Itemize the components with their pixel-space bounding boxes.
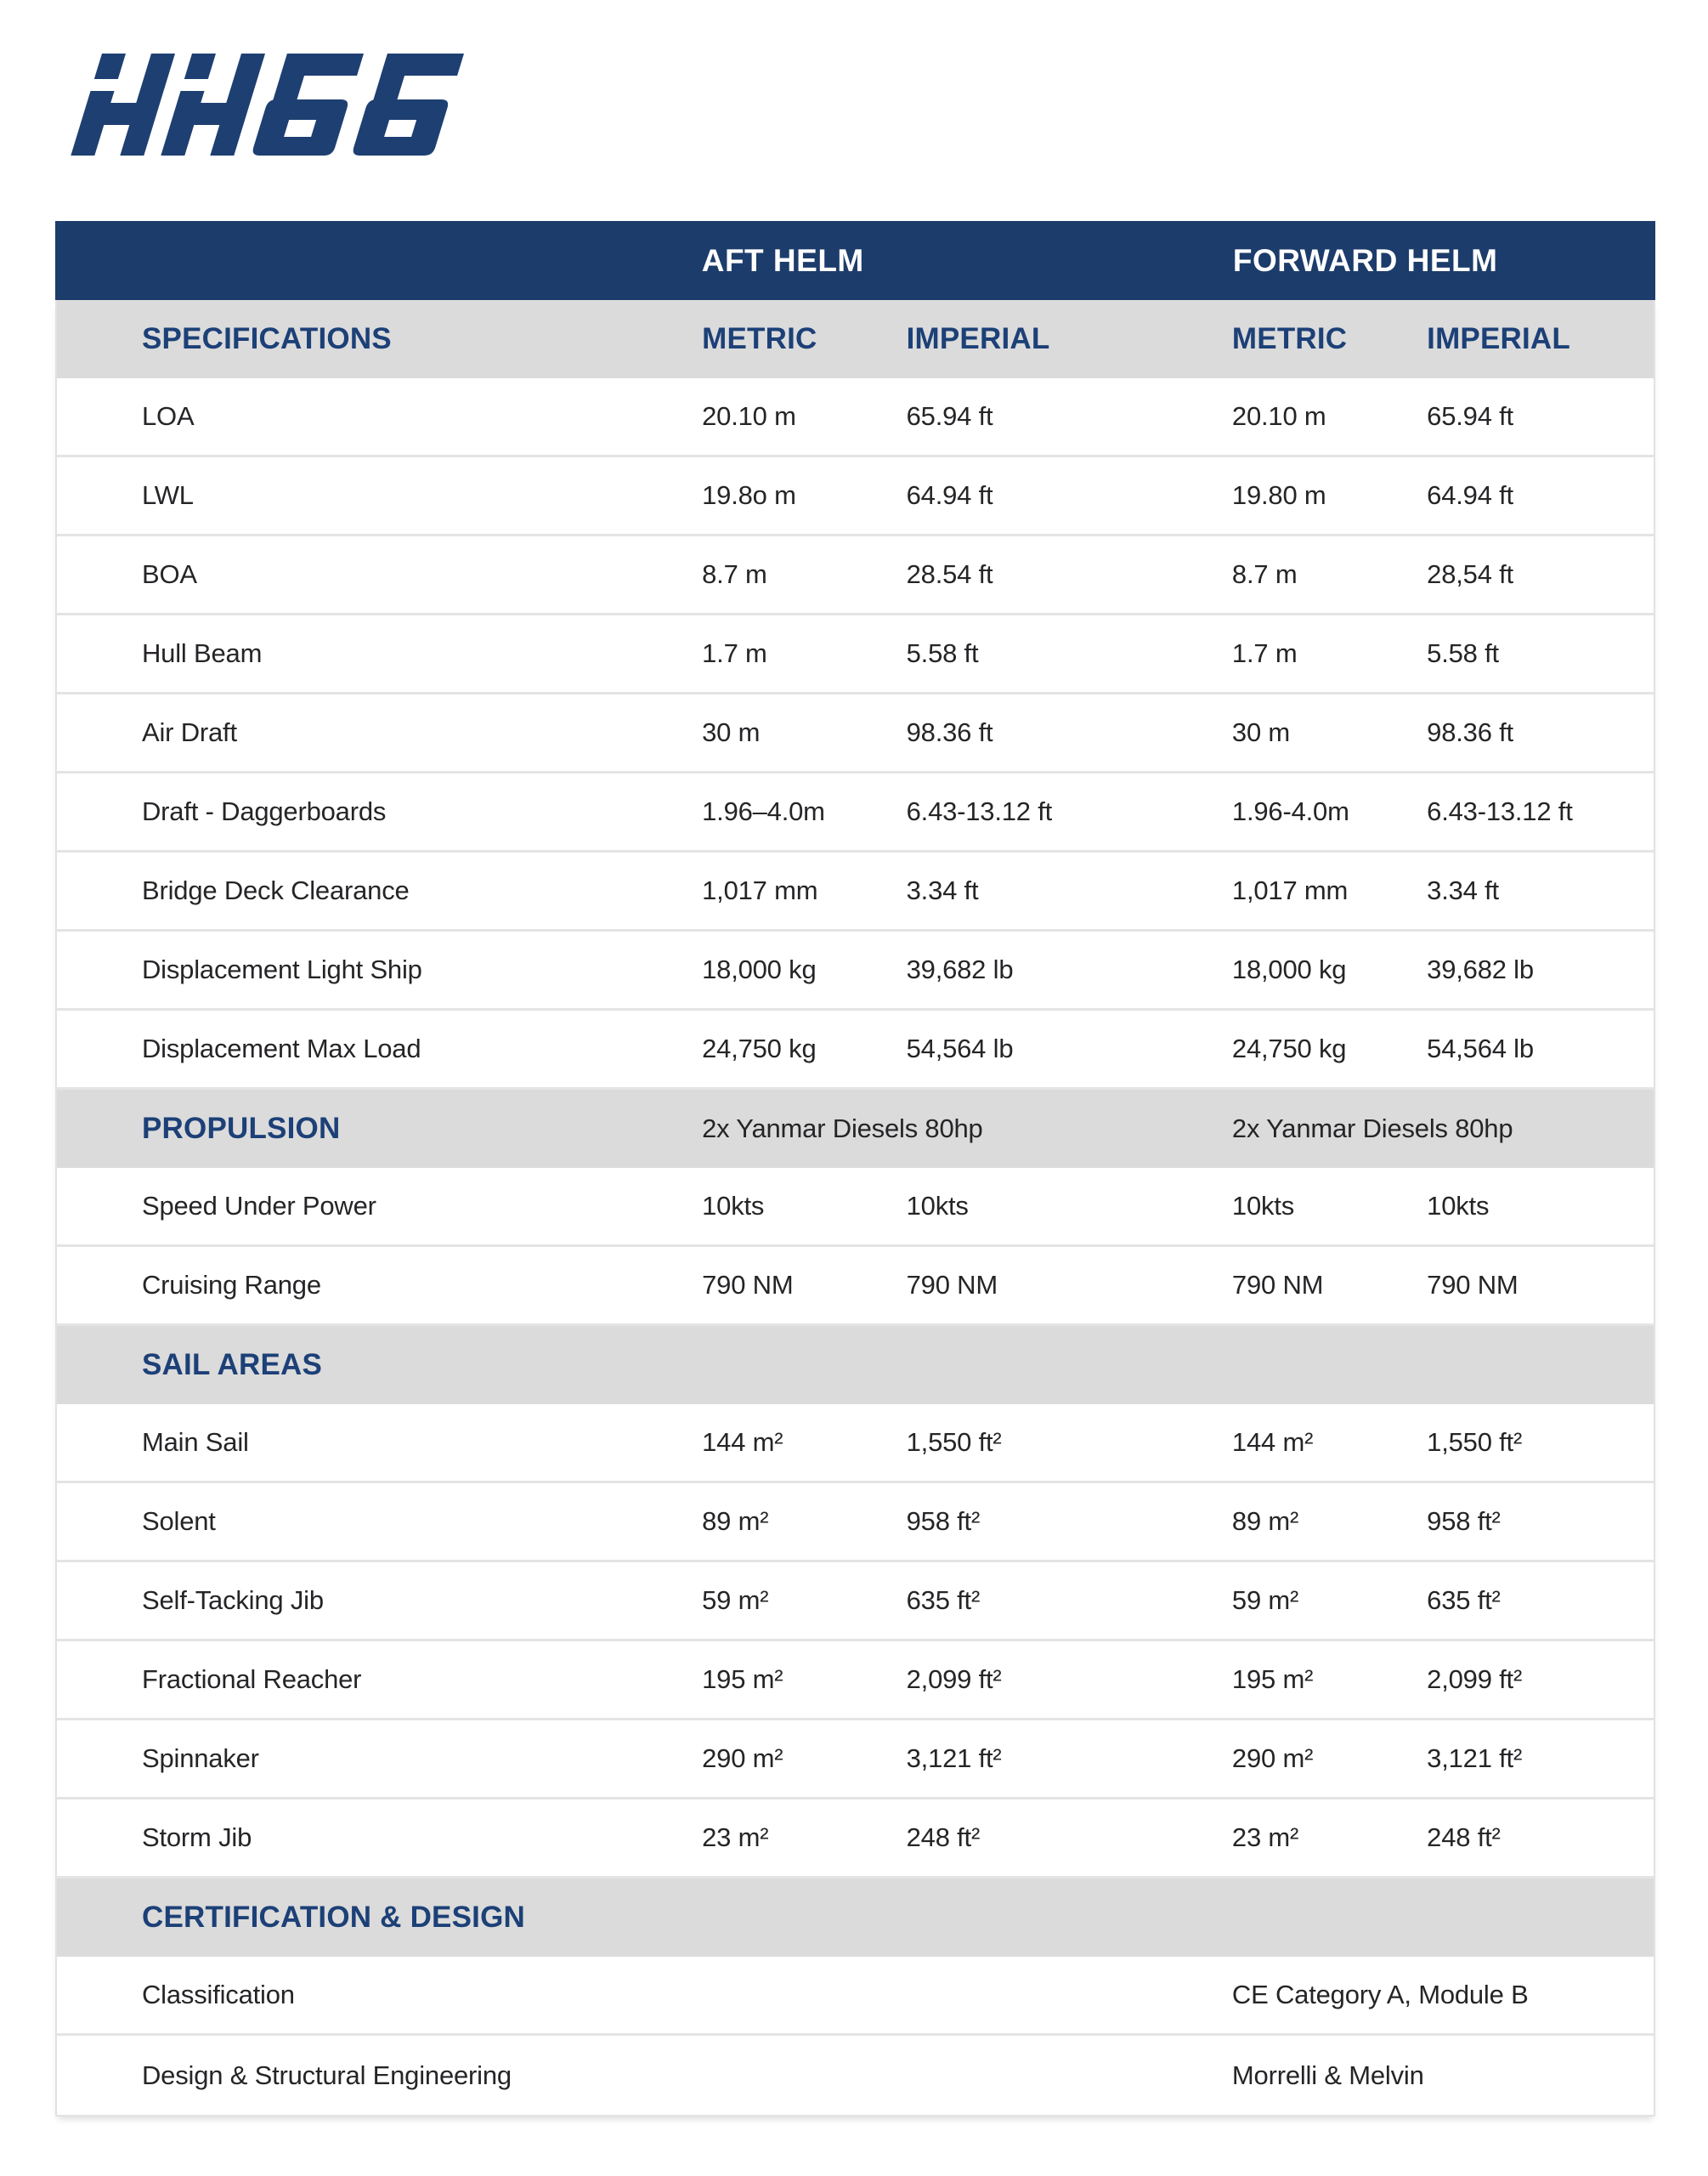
spec-row-cruising-range	[57, 1247, 1654, 1326]
section-heading-propulsion: PROPULSION	[142, 1112, 341, 1145]
spec-label-solent: Solent	[142, 1506, 216, 1536]
spec-value-metric-forward-displacement-max-load: 24,750 kg	[1231, 1034, 1347, 1063]
spec-value-metric-aft-solent: 89 m²	[702, 1506, 769, 1536]
spec-value-metric-forward-loa: 20.10 m	[1231, 401, 1326, 431]
spec-label-speed-under-power: Speed Under Power	[142, 1191, 376, 1221]
spec-value-metric-forward-cruising-range: 790 NM	[1231, 1270, 1324, 1300]
spec-value-metric-aft-draft-daggerboards: 1.96–4.0m	[702, 796, 825, 826]
spec-value-imperial-aft-spinnaker: 3,121 ft²	[906, 1743, 1002, 1773]
specifications-heading: SPECIFICATIONS	[142, 322, 392, 355]
spec-value-imperial-aft-fractional-reacher: 2,099 ft²	[906, 1664, 1002, 1694]
spec-value-metric-forward-bridge-deck-clearance: 1,017 mm	[1231, 876, 1349, 905]
subheader-row	[57, 300, 1654, 378]
forward-helm-column-header: FORWARD HELM	[1232, 242, 1498, 278]
spec-value-metric-forward-storm-jib: 23 m²	[1231, 1822, 1299, 1852]
spec-row-boa	[57, 536, 1654, 615]
spec-value-imperial-forward-loa: 65.94 ft	[1427, 401, 1513, 431]
spec-value-metric-forward-draft-daggerboards: 1.96-4.0m	[1231, 796, 1349, 826]
spec-value-imperial-forward-storm-jib: 248 ft²	[1427, 1822, 1501, 1852]
spec-row-self-tacking-jib	[57, 1562, 1654, 1641]
spec-value-imperial-aft-boa: 28.54 ft	[906, 559, 993, 589]
spec-label-hull-beam: Hull Beam	[142, 638, 263, 668]
hh66-logo-graphic	[65, 46, 467, 163]
spec-label-displacement-max-load: Displacement Max Load	[142, 1034, 421, 1063]
spec-value-metric-forward-hull-beam: 1.7 m	[1231, 638, 1298, 668]
spec-value-metric-aft-speed-under-power: 10kts	[702, 1191, 765, 1221]
spec-value-imperial-aft-main-sail: 1,550 ft²	[906, 1427, 1002, 1457]
spec-row-bridge-deck-clearance	[57, 853, 1654, 932]
spec-label-lwl: LWL	[142, 480, 194, 510]
spec-row-speed-under-power	[57, 1168, 1654, 1247]
info-value-classification: CE Category A, Module B	[1231, 1980, 1529, 2009]
spec-row-lwl	[57, 457, 1654, 536]
aft-helm-column-header: AFT HELM	[701, 242, 864, 278]
section-heading-certification-design: CERTIFICATION & DESIGN	[142, 1901, 525, 1934]
spec-label-fractional-reacher: Fractional Reacher	[142, 1664, 362, 1694]
spec-row-displacement-max-load	[57, 1011, 1654, 1090]
spec-row-solent	[57, 1483, 1654, 1562]
spec-value-imperial-aft-lwl: 64.94 ft	[906, 480, 993, 510]
spec-value-imperial-aft-air-draft: 98.36 ft	[906, 717, 993, 747]
spec-value-metric-forward-displacement-light-ship: 18,000 kg	[1231, 955, 1347, 984]
spec-row-spinnaker	[57, 1720, 1654, 1799]
spec-value-metric-forward-air-draft: 30 m	[1231, 717, 1291, 747]
spec-value-metric-aft-displacement-max-load: 24,750 kg	[702, 1034, 817, 1063]
spec-value-imperial-aft-cruising-range: 790 NM	[906, 1270, 998, 1300]
metric-forward-column-header: METRIC	[1231, 322, 1348, 355]
spec-value-metric-aft-loa: 20.10 m	[702, 401, 796, 431]
spec-label-bridge-deck-clearance: Bridge Deck Clearance	[142, 876, 410, 905]
section-heading-sail-areas: SAIL AREAS	[142, 1348, 323, 1381]
info-label-design-structural-engineering: Design & Structural Engineering	[142, 2060, 512, 2090]
spec-value-metric-forward-spinnaker: 290 m²	[1231, 1743, 1314, 1773]
spec-row-main-sail	[57, 1404, 1654, 1483]
info-label-classification: Classification	[142, 1980, 295, 2009]
spec-value-metric-aft-air-draft: 30 m	[702, 717, 761, 747]
spec-label-loa: LOA	[142, 401, 195, 431]
spec-value-imperial-forward-main-sail: 1,550 ft²	[1427, 1427, 1523, 1457]
spec-value-metric-aft-storm-jib: 23 m²	[702, 1822, 769, 1852]
spec-value-metric-aft-spinnaker: 290 m²	[702, 1743, 783, 1773]
section-value-forward-propulsion: 2x Yanmar Diesels 80hp	[1231, 1114, 1513, 1143]
spec-value-imperial-forward-solent: 958 ft²	[1427, 1506, 1501, 1536]
spec-row-draft-daggerboards	[57, 774, 1654, 853]
spec-label-self-tacking-jib: Self-Tacking Jib	[142, 1585, 324, 1615]
spec-table-body	[55, 300, 1655, 2116]
spec-value-imperial-forward-bridge-deck-clearance: 3.34 ft	[1427, 876, 1499, 905]
spec-label-cruising-range: Cruising Range	[142, 1270, 321, 1300]
spec-value-imperial-forward-cruising-range: 790 NM	[1427, 1270, 1519, 1300]
spec-row-hull-beam	[57, 615, 1654, 694]
spec-label-air-draft: Air Draft	[142, 717, 237, 747]
spec-value-imperial-aft-storm-jib: 248 ft²	[906, 1822, 981, 1852]
spec-value-imperial-aft-self-tacking-jib: 635 ft²	[906, 1585, 981, 1615]
spec-value-imperial-aft-displacement-light-ship: 39,682 lb	[906, 955, 1014, 984]
spec-value-metric-aft-boa: 8.7 m	[702, 559, 767, 589]
spec-value-imperial-forward-displacement-max-load: 54,564 lb	[1427, 1034, 1534, 1063]
spec-value-imperial-aft-displacement-max-load: 54,564 lb	[906, 1034, 1014, 1063]
spec-value-imperial-forward-displacement-light-ship: 39,682 lb	[1427, 955, 1534, 984]
spec-value-imperial-forward-hull-beam: 5.58 ft	[1427, 638, 1499, 668]
spec-value-metric-forward-speed-under-power: 10kts	[1231, 1191, 1295, 1221]
spec-value-metric-aft-bridge-deck-clearance: 1,017 mm	[702, 876, 818, 905]
imperial-aft-column-header: IMPERIAL	[906, 322, 1050, 355]
spec-value-metric-forward-boa: 8.7 m	[1231, 559, 1298, 589]
spec-value-imperial-forward-lwl: 64.94 ft	[1427, 480, 1513, 510]
spec-value-metric-aft-cruising-range: 790 NM	[702, 1270, 794, 1300]
spec-value-imperial-forward-self-tacking-jib: 635 ft²	[1427, 1585, 1501, 1615]
table-header-band	[55, 221, 1655, 300]
info-row-design-structural-engineering	[57, 2036, 1654, 2115]
spec-row-fractional-reacher	[57, 1641, 1654, 1720]
spec-value-imperial-aft-loa: 65.94 ft	[906, 401, 993, 431]
info-row-classification	[57, 1957, 1654, 2036]
spec-row-storm-jib	[57, 1799, 1654, 1878]
spec-value-imperial-forward-boa: 28,54 ft	[1427, 559, 1513, 589]
spec-row-loa	[57, 378, 1654, 457]
spec-value-metric-aft-fractional-reacher: 195 m²	[702, 1664, 783, 1694]
spec-value-imperial-aft-bridge-deck-clearance: 3.34 ft	[906, 876, 979, 905]
spec-value-imperial-aft-solent: 958 ft²	[906, 1506, 981, 1536]
section-row-propulsion	[57, 1090, 1654, 1168]
hh66-logo	[65, 46, 467, 163]
section-row-certification-design	[57, 1878, 1654, 1957]
spec-value-metric-aft-main-sail: 144 m²	[702, 1427, 783, 1457]
metric-aft-column-header: METRIC	[702, 322, 817, 355]
spec-value-imperial-aft-speed-under-power: 10kts	[906, 1191, 969, 1221]
spec-value-metric-forward-lwl: 19.80 m	[1231, 480, 1326, 510]
spec-value-metric-aft-self-tacking-jib: 59 m²	[702, 1585, 769, 1615]
spec-value-metric-forward-fractional-reacher: 195 m²	[1231, 1664, 1314, 1694]
spec-label-spinnaker: Spinnaker	[142, 1743, 259, 1773]
spec-value-metric-forward-solent: 89 m²	[1231, 1506, 1299, 1536]
spec-value-imperial-forward-speed-under-power: 10kts	[1427, 1191, 1490, 1221]
spec-row-displacement-light-ship	[57, 932, 1654, 1011]
section-value-aft-propulsion: 2x Yanmar Diesels 80hp	[702, 1114, 983, 1143]
spec-table	[55, 221, 1655, 2116]
spec-label-draft-daggerboards: Draft - Daggerboards	[142, 796, 387, 826]
spec-value-imperial-aft-hull-beam: 5.58 ft	[906, 638, 979, 668]
spec-value-imperial-forward-air-draft: 98.36 ft	[1427, 717, 1513, 747]
spec-value-imperial-forward-draft-daggerboards: 6.43-13.12 ft	[1427, 796, 1573, 826]
spec-label-displacement-light-ship: Displacement Light Ship	[142, 955, 422, 984]
spec-label-main-sail: Main Sail	[142, 1427, 249, 1457]
spec-row-air-draft	[57, 694, 1654, 774]
spec-value-metric-forward-main-sail: 144 m²	[1231, 1427, 1314, 1457]
imperial-forward-column-header: IMPERIAL	[1427, 322, 1570, 355]
spec-label-boa: BOA	[142, 559, 197, 589]
spec-value-metric-forward-self-tacking-jib: 59 m²	[1231, 1585, 1299, 1615]
info-value-design-structural-engineering: Morrelli & Melvin	[1231, 2060, 1424, 2090]
spec-value-metric-aft-hull-beam: 1.7 m	[702, 638, 767, 668]
spec-value-imperial-forward-spinnaker: 3,121 ft²	[1427, 1743, 1523, 1773]
spec-value-imperial-forward-fractional-reacher: 2,099 ft²	[1427, 1664, 1523, 1694]
spec-value-metric-aft-displacement-light-ship: 18,000 kg	[702, 955, 817, 984]
section-row-sail-areas	[57, 1326, 1654, 1404]
spec-label-storm-jib: Storm Jib	[142, 1822, 252, 1852]
spec-value-metric-aft-lwl: 19.8o m	[702, 480, 796, 510]
spec-value-imperial-aft-draft-daggerboards: 6.43-13.12 ft	[906, 796, 1053, 826]
